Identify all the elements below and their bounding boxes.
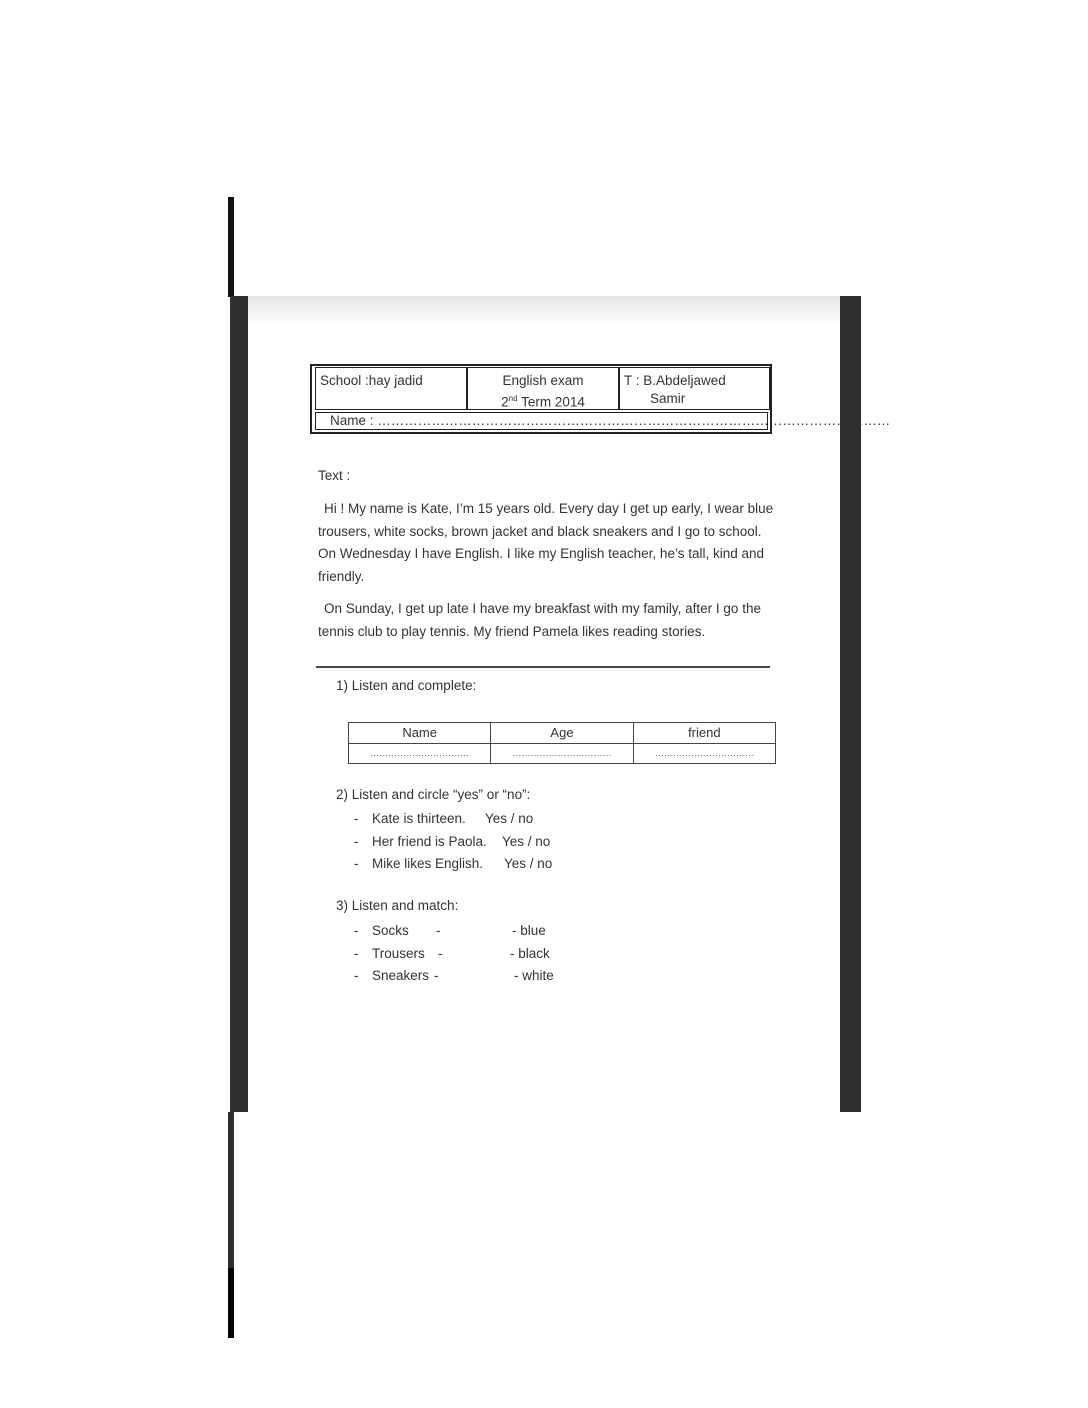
blank-friend: …………………………… bbox=[633, 743, 775, 764]
question-3-title: 3) Listen and match: bbox=[336, 898, 459, 913]
match-item: Socks bbox=[372, 923, 409, 938]
bullet-dash: - bbox=[354, 923, 359, 938]
left-border-bottom bbox=[228, 1268, 234, 1338]
match-item: Sneakers bbox=[372, 968, 430, 983]
question-1-title: 1) Listen and complete: bbox=[336, 678, 477, 693]
match-item: Trousers bbox=[372, 945, 425, 961]
school-label: School :hay jadid bbox=[320, 373, 423, 388]
blank-age: …………………………… bbox=[491, 743, 633, 764]
text-paragraph-1: Hi ! My name is Kate, I’m 15 years old. Every day I get up early, I wear blue trousers, white socks, brown jacket and black sneakers and I go to school. On Wednesday I have English. I like my English teacher, he’s tall, kind and friendly. bbox=[318, 501, 774, 584]
yes-no-choice: Yes / no bbox=[504, 856, 553, 871]
match-dash: - bbox=[436, 923, 441, 938]
bullet-dash: - bbox=[354, 968, 359, 983]
statement: Her friend is Paola. bbox=[372, 833, 487, 849]
complete-table bbox=[348, 722, 776, 764]
statement: Kate is thirteen. bbox=[372, 811, 466, 826]
bullet-dash: - bbox=[354, 833, 359, 849]
blank-name: …………………………… bbox=[349, 743, 491, 764]
yes-no-choice: Yes / no bbox=[502, 833, 551, 849]
column-name: Name bbox=[349, 723, 491, 744]
table-row bbox=[349, 743, 776, 764]
left-border-top bbox=[228, 197, 234, 297]
term-suffix: nd bbox=[508, 394, 518, 403]
statement: Mike likes English. bbox=[372, 856, 484, 871]
match-target: - blue bbox=[512, 923, 546, 938]
yes-no-choice: Yes / no bbox=[485, 811, 534, 826]
exam-header-table bbox=[310, 364, 891, 434]
match-target: - black bbox=[510, 945, 550, 961]
teacher-cell bbox=[619, 367, 770, 410]
left-border-middle bbox=[228, 1112, 234, 1270]
bullet-dash: - bbox=[354, 811, 359, 826]
text-paragraph-2: On Sunday, I get up late I have my breakfast with my family, after I go the tennis club to play tennis. My friend Pamela likes reading stories. bbox=[318, 601, 761, 639]
table-header-row bbox=[349, 723, 776, 744]
school-cell bbox=[315, 367, 467, 410]
text-label: Text : bbox=[318, 468, 351, 483]
bullet-dash: - bbox=[354, 856, 359, 871]
exam-title: English exam bbox=[502, 373, 584, 388]
match-dash: - bbox=[434, 968, 439, 983]
section-divider bbox=[316, 666, 770, 668]
term-year: Term 2014 bbox=[517, 394, 585, 410]
bullet-dash: - bbox=[354, 945, 359, 961]
match-target: - white bbox=[514, 968, 554, 983]
column-age: Age bbox=[491, 723, 633, 744]
teacher-surname: Samir bbox=[650, 391, 686, 406]
match-dash: - bbox=[438, 945, 443, 961]
teacher-name: T : B.Abdeljawed bbox=[624, 373, 726, 388]
term-number: 2 bbox=[501, 394, 509, 410]
student-name-field: Name : …………………………………………………………………………………………………… bbox=[315, 412, 768, 430]
column-friend: friend bbox=[633, 723, 775, 744]
exam-cell bbox=[467, 367, 619, 410]
question-2-title: 2) Listen and circle “yes” or “no”: bbox=[336, 787, 531, 802]
exam-term bbox=[468, 390, 618, 412]
